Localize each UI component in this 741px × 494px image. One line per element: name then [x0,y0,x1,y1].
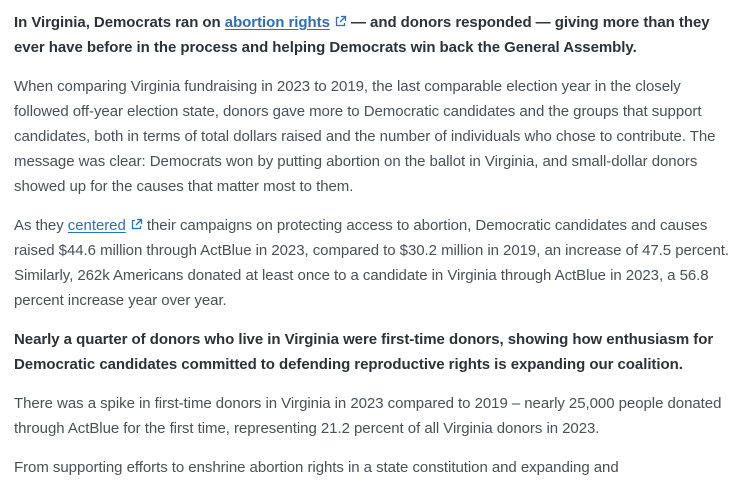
article-body [14,10,730,494]
fundraising-text-before: As they [14,217,68,234]
abortion-rights-link[interactable]: abortion rights [224,14,330,31]
centered-link[interactable]: centered [67,217,126,234]
external-link-icon [130,218,143,231]
external-link-icon [334,15,347,28]
intro-text-before: In Virginia, Democrats ran on [14,14,225,31]
paragraph-intro [14,10,730,60]
paragraph-comparison: When comparing Virginia fundraising in 2023 to 2019, the last comparable election year in the closely followed off-year election state, donors gave more to Democratic candidates and the groups that support candidates, both in terms of total dollars raised and the number of individuals who chose to contribute. The message was clear: Democrats won by putting abortion on the ballot in Virginia, and small-dollar donors showed up for the causes that matter most to them. [14,78,716,195]
intro-text-after: — and donors responded — giving more than they ever have before in the process and helping Democrats win back the General Assembly. [14,14,710,56]
paragraph-supporting-efforts: From supporting efforts to enshrine abortion rights in a state constitution and expanding and [14,459,619,476]
paragraph-first-time-donors: There was a spike in first-time donors in Virginia in 2023 compared to 2019 – nearly 25,000 people donated through ActBlue for the first time, representing 21.2 percent of all Virginia donors in 2023. [14,395,722,437]
paragraph-first-time-heading: Nearly a quarter of donors who live in Virginia were first-time donors, showing how enthusiasm for Democratic candidates committed to defending reproductive rights is expanding our coalition. [14,331,714,373]
paragraph-fundraising [14,213,730,313]
fundraising-text-after: their campaigns on protecting access to abortion, Democratic candidates and causes raised $44.6 million through ActBlue in 2023, compared to $30.2 million in 2019, an increase of 47.5 percent. Similarly, 262k Americans donated at least once to a candidate in Virginia through ActBlue in 2023, a 56.8 percent increase year over year. [14,217,730,309]
